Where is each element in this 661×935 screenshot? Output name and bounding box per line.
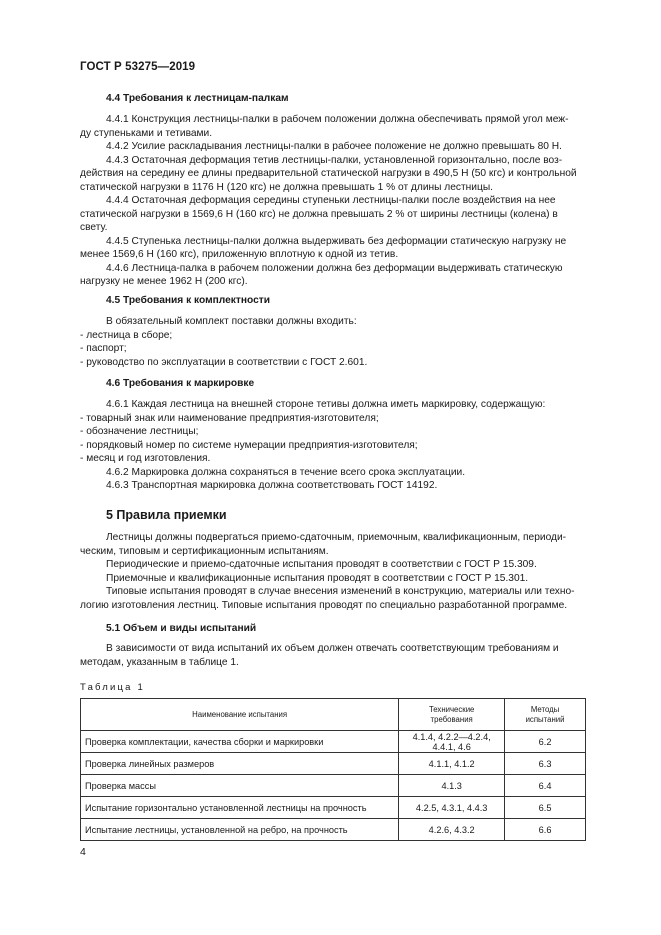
standard-header: ГОСТ Р 53275—2019 [80,61,196,73]
section-4-6-body [80,398,585,493]
section-5-body [80,531,585,612]
table-cell: 4.1.4, 4.2.2—4.2.4, 4.4.1, 4.6 [399,731,505,753]
column-header: Технические требования [399,699,505,731]
table-row [81,731,586,753]
paragraph-4-4-3: 4.4.3 Остаточная деформация тетив лестницы-палки, установленной горизонтально, после воз- действия на середину ее длины предварительной статической нагрузки в 490,5 Н (50 кгс) и контрольной статической нагрузки в 1176 Н (120 кгс) не должна превышать 1 % от длины лестницы. [80,154,577,193]
list-item: - товарный знак или наименование предприятия-изготовителя; [80,412,379,424]
table-cell: 4.1.3 [399,775,505,797]
list-item: - порядковый номер по системе нумерации предприятия-изготовителя; [80,439,418,451]
paragraph: В обязательный комплект поставки должны входить: [106,316,357,327]
paragraph: Приемочные и квалификационные испытания проводят в соответствии с ГОСТ Р 15.301. [106,572,529,584]
column-header: Наименование испытания [81,699,399,731]
table-cell: 4.2.5, 4.3.1, 4.4.3 [399,797,505,819]
paragraph: Типовые испытания проводят в случае внесения изменений в конструкцию, материалы или техно- логию изготовления лестниц. Типовые испытания проводят по специально разработанной программе. [80,586,575,611]
table-header-row [81,699,586,731]
paragraph-4-4-4: 4.4.4 Остаточная деформация середины ступеньки лестницы-палки после воздействия на нее статической нагрузки в 1569,6 Н (160 кгс) не должна превышать 2 % от ширины лестницы (колена) в свету. [80,195,558,233]
table-row [81,753,586,775]
section-4-5 [80,294,585,308]
paragraph-4-4-5: 4.4.5 Ступенька лестницы-палки должна выдерживать без деформации статическую нагрузку не менее 1569,6 Н (160 кгс), приложенную вплотную к одной из тетив. [80,235,567,260]
section-title: 5 Правила приемки [106,508,227,522]
table-cell: Проверка комплектации, качества сборки и маркировки [81,731,399,753]
table-cell: 6.2 [505,731,586,753]
paragraph-4-6-3: 4.6.3 Транспортная маркировка должна соответствовать ГОСТ 14192. [106,480,438,491]
paragraph-4-6-1: 4.6.1 Каждая лестница на внешней стороне тетивы должна иметь маркировку, содержащую: [106,399,546,410]
section-title: 4.4 Требования к лестницам-палкам [106,93,289,104]
paragraph: Лестницы должны подвергаться приемо-сдаточным, приемочным, квалификационным, периоди- ческим, типовым и сертификационным испытаниям. [80,532,567,557]
table-cell: 4.1.1, 4.1.2 [399,753,505,775]
table-row [81,775,586,797]
list-item: - обозначение лестницы; [80,426,199,437]
section-4-4 [80,92,585,106]
section-4-5-body [80,315,585,369]
table-row [81,797,586,819]
section-5-1-body [80,642,585,669]
table-cell: 6.3 [505,753,586,775]
section-5-1 [80,622,585,636]
table-cell: Испытание горизонтально установленной лестницы на прочность [81,797,399,819]
list-item: - паспорт; [80,343,127,354]
list-item: - месяц и год изготовления. [80,453,211,464]
table-cell: 6.5 [505,797,586,819]
tests-table [80,698,586,841]
page-number: 4 [80,846,86,858]
paragraph: Периодические и приемо-сдаточные испытания проводят в соответствии с ГОСТ Р 15.309. [106,559,537,570]
paragraph: В зависимости от вида испытаний их объем должен отвечать соответствующим требованиям и методам, указанным в таблице 1. [80,643,559,668]
table-cell: Проверка линейных размеров [81,753,399,775]
paragraph-4-4-1: 4.4.1 Конструкция лестницы-палки в рабочем положении должна обеспечивать прямой угол меж- ду ступеньками и тетивами. [80,114,569,139]
table-caption: Таблица 1 [80,682,145,693]
list-item: - лестница в сборе; [80,329,173,341]
column-header: Методы испытаний [505,699,586,731]
paragraph-4-6-2: 4.6.2 Маркировка должна сохраняться в течение всего срока эксплуатации. [106,466,466,478]
table-cell: 6.6 [505,819,586,841]
section-title: 4.6 Требования к маркировке [106,378,255,389]
section-4-4-body [80,113,585,289]
table-cell: Проверка массы [81,775,399,797]
section-4-6 [80,377,585,391]
table-row [81,819,586,841]
table-cell: 6.4 [505,775,586,797]
list-item: - руководство по эксплуатации в соответствии с ГОСТ 2.601. [80,356,368,368]
section-title: 4.5 Требования к комплектности [106,295,271,306]
section-title: 5.1 Объем и виды испытаний [106,623,257,634]
table-cell: 4.2.6, 4.3.2 [399,819,505,841]
table-cell: Испытание лестницы, установленной на ребро, на прочность [81,819,399,841]
paragraph-4-4-6: 4.4.6 Лестница-палка в рабочем положении должна без деформации выдерживать статическую нагрузку не менее 1962 Н (200 кгс). [80,262,563,287]
paragraph-4-4-2: 4.4.2 Усилие раскладывания лестницы-палки в рабочее положение не должно превышать 80 Н. [106,141,562,152]
section-5 [80,507,585,523]
